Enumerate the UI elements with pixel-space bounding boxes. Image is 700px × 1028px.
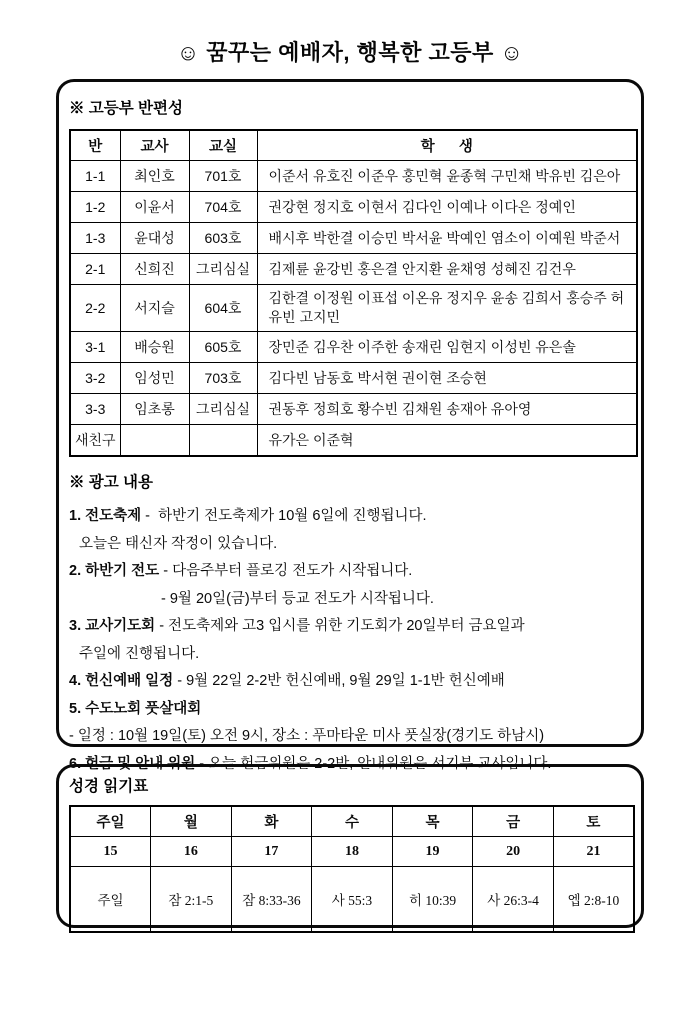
announcement-line (69, 751, 631, 779)
class-cell: 2-1 (70, 254, 120, 285)
class-cell: 3-2 (70, 363, 120, 394)
reading-cell: 엡 2:8-10 (553, 867, 634, 933)
announcement-line (69, 641, 631, 669)
roster-heading: ※ 고등부 반편성 (69, 100, 183, 117)
room-cell: 704호 (189, 192, 257, 223)
roster-row-newcomer (70, 425, 637, 457)
col-class: 반 (70, 130, 120, 161)
bible-dates-row (70, 837, 634, 867)
announcement-line (69, 723, 631, 751)
roster-row (70, 192, 637, 223)
teacher-cell: 임성민 (120, 363, 189, 394)
students-cell: 장민준 김우찬 이주한 송재린 임현지 이성빈 유은솔 (257, 332, 637, 363)
announcement-text: - 다음주부터 플로깅 전도가 시작됩니다. (159, 563, 413, 579)
class-cell: 3-3 (70, 394, 120, 425)
roster-row (70, 161, 637, 192)
announcement-label: 하반기 전도 (85, 563, 160, 579)
roster-row (70, 285, 637, 332)
announcement-number: 4. (69, 673, 86, 689)
announcement-label: 전도축제 (85, 508, 142, 524)
students-cell: 이준서 유호진 이준우 홍민혁 윤종혁 구민채 박유빈 김은아 (257, 161, 637, 192)
teacher-cell: 배승원 (120, 332, 189, 363)
day-cell: 금 (473, 806, 554, 837)
announcement-text: - 전도축제와 고3 입시를 위한 기도회가 20일부터 금요일과 (155, 618, 525, 634)
col-teacher: 교사 (120, 130, 189, 161)
class-cell: 1-3 (70, 223, 120, 254)
room-cell: 605호 (189, 332, 257, 363)
reading-cell: 잠 2:1-5 (151, 867, 232, 933)
class-cell: 3-1 (70, 332, 120, 363)
announcement-label: 수도노회 풋살대회 (85, 700, 202, 717)
bible-reading-box (56, 764, 644, 928)
students-cell: 유가은 이준혁 (257, 425, 637, 457)
announcement-number: 3. (69, 618, 86, 634)
students-cell: 김제륜 윤강빈 홍은결 안지환 윤채영 성혜진 김건우 (257, 254, 637, 285)
room-cell: 그리심실 (189, 394, 257, 425)
announcements-section (69, 470, 631, 778)
announcement-number: 5. (69, 700, 86, 717)
roster-announcements-box (56, 79, 644, 772)
teacher-cell: 임초롱 (120, 394, 189, 425)
day-cell: 수 (312, 806, 393, 837)
roster-row (70, 223, 637, 254)
announcement-number: 1. (69, 508, 86, 524)
teacher-cell (120, 425, 189, 457)
room-cell: 603호 (189, 223, 257, 254)
room-cell: 701호 (189, 161, 257, 192)
reading-cell: 사 26:3-4 (473, 867, 554, 933)
announcement-text: - 일정 : 10월 19일(토) 오전 9시, 장소 : 푸마타운 미사 풋실장(경기도 하남시) (69, 728, 545, 744)
date-cell: 18 (312, 837, 393, 867)
announcement-label: 교사기도회 (85, 618, 156, 634)
roster-table (69, 129, 638, 457)
class-cell: 2-2 (70, 285, 120, 332)
announcement-number: 2. (69, 563, 86, 579)
class-cell: 1-1 (70, 161, 120, 192)
date-cell: 21 (553, 837, 634, 867)
class-cell: 1-2 (70, 192, 120, 223)
reading-cell: 잠 8:33-36 (231, 867, 312, 933)
bible-reading-table (69, 805, 635, 933)
date-cell: 20 (473, 837, 554, 867)
room-cell: 그리심실 (189, 254, 257, 285)
announcement-line (69, 586, 631, 614)
students-cell: 김다빈 남동호 박서현 권이현 조승현 (257, 363, 637, 394)
teacher-cell: 서지슬 (120, 285, 189, 332)
announcement-line (69, 531, 631, 559)
roster-row (70, 332, 637, 363)
announcement-label: 헌신예배 일정 (85, 673, 174, 689)
students-cell: 김한결 이정원 이표섭 이온유 정지우 윤송 김희서 홍승주 허유빈 고지민 (257, 285, 637, 332)
day-cell: 토 (553, 806, 634, 837)
announcement-label: 헌금 및 안내 위원 (85, 755, 196, 772)
roster-row (70, 254, 637, 285)
col-students: 학 생 (257, 130, 637, 161)
announcements-heading: ※ 광고 내용 (69, 474, 154, 491)
teacher-cell: 이윤서 (120, 192, 189, 223)
roster-row (70, 394, 637, 425)
room-cell: 604호 (189, 285, 257, 332)
reading-cell: 사 55:3 (312, 867, 393, 933)
teacher-cell: 최인호 (120, 161, 189, 192)
date-cell: 16 (151, 837, 232, 867)
roster-header-row (70, 130, 637, 161)
date-cell: 19 (392, 837, 473, 867)
announcement-line (69, 668, 631, 696)
class-cell: 새친구 (70, 425, 120, 457)
announcement-text: - 오늘 헌금위원은 2-2반, 안내위원은 서기부 교사입니다. (195, 755, 552, 772)
announcement-text: - 하반기 전도축제가 10월 6일에 진행됩니다. (141, 508, 427, 524)
students-cell: 권강현 정지호 이현서 김다인 이예나 이다은 정예인 (257, 192, 637, 223)
announcement-line (69, 558, 631, 586)
announcement-line (69, 696, 631, 724)
day-cell: 화 (231, 806, 312, 837)
day-cell: 월 (151, 806, 232, 837)
reading-cell: 히 10:39 (392, 867, 473, 933)
room-cell (189, 425, 257, 457)
announcement-text: 오늘은 태신자 작정이 있습니다. (79, 535, 278, 552)
announcement-text: - 9월 22일 2-2반 헌신예배, 9월 29일 1-1반 헌신예배 (173, 673, 505, 689)
announcement-text: - 9월 20일(금)부터 등교 전도가 시작됩니다. (161, 590, 434, 607)
date-cell: 15 (70, 837, 151, 867)
day-cell: 목 (392, 806, 473, 837)
teacher-cell: 신희진 (120, 254, 189, 285)
students-cell: 배시후 박한결 이승민 박서윤 박예인 염소이 이예원 박준서 (257, 223, 637, 254)
bible-readings-row (70, 867, 634, 933)
day-cell: 주일 (70, 806, 151, 837)
announcement-text: 주일에 진행됩니다. (79, 645, 200, 662)
announcement-number: 6. (69, 755, 86, 772)
announcement-line (69, 503, 631, 531)
announcement-line (69, 613, 631, 641)
bible-reading-heading: 성경 읽기표 (69, 778, 149, 795)
teacher-cell: 윤대성 (120, 223, 189, 254)
students-cell: 권동후 정희호 황수빈 김채원 송재아 유아영 (257, 394, 637, 425)
bible-days-row (70, 806, 634, 837)
date-cell: 17 (231, 837, 312, 867)
roster-row (70, 363, 637, 394)
room-cell: 703호 (189, 363, 257, 394)
page-title: ☺ 꿈꾸는 예배자, 행복한 고등부 ☺ (176, 40, 524, 65)
reading-cell: 주일 (70, 867, 151, 933)
col-room: 교실 (189, 130, 257, 161)
